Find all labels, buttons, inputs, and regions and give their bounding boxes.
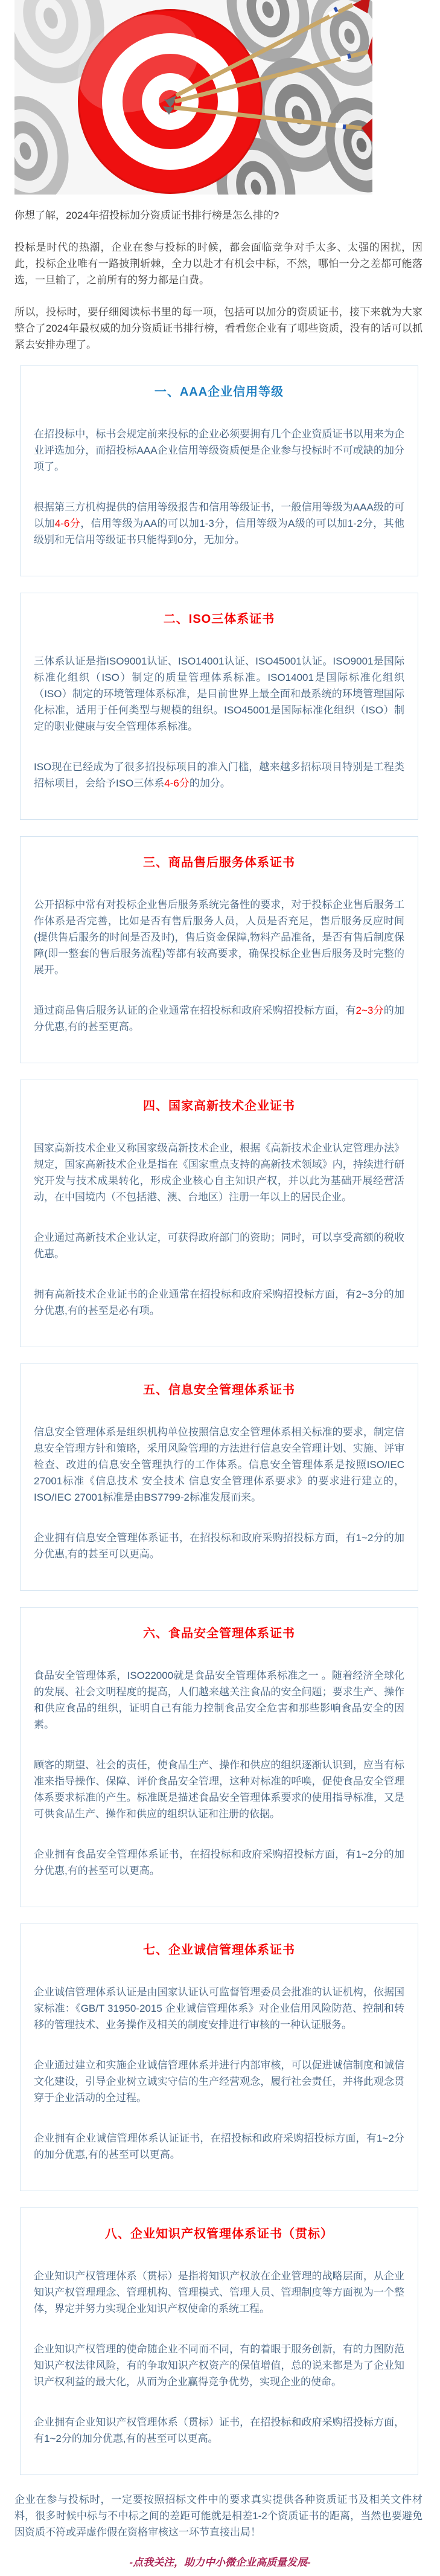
section-title: 八、企业知识产权管理体系证书（贯标） xyxy=(105,2227,333,2241)
section-title: 二、ISO三体系证书 xyxy=(163,613,275,626)
intro-paragraph: 投标是时代的热潮，企业在参与投标的时候，都会面临竞争对手太多、太强的困扰，因此，投标企业唯有一路披荆斩棘，全力以赴才有机会中标，不然，哪怕一分之差都可能落选，一旦输了，之前所有的努力都是白费。 xyxy=(14,242,422,286)
section-card-after-sales-service xyxy=(20,836,418,1063)
section-paragraph: 在招投标中，标书会规定前来投标的企业必须要拥有几个企业资质证书以用来为企业评选加分，而招投标AAA企业信用等级资质便是企业参与投标时不可或缺的加分项了。 xyxy=(34,428,404,472)
section-card-food-safety xyxy=(20,1607,418,1907)
section-paragraph: 信息安全管理体系是组织机构单位按照信息安全管理体系相关标准的要求，制定信息安全管理方针和策略，采用风险管理的方法进行信息安全管理计划、实施、评审检查、改进的信息安全管理执行的工作体系。信息安全管理体系是按照ISO/IEC 27001标准《信息技术 安全技术 信息安全管理体系要求》的要求进行建立的，ISO/IEC 27001标准是由BS7799-2标准发展而来。 xyxy=(34,1426,404,1503)
intro-paragraph: 所以，投标时，要仔细阅读标书里的每一项，包括可以加分的资质证书，接下来就为大家整合了2024年最权威的加分资质证书排行榜，看看您企业有了哪些资质，没有的话可以抓紧去安排办理了。 xyxy=(14,306,422,350)
score-highlight: 4-6分 xyxy=(164,778,190,789)
section-paragraph: 企业知识产权管理体系（贯标）是指将知识产权放在企业管理的战略层面，从企业知识产权管理理念、管理机构、管理模式、管理人员、管理制度等方面视为一个整体，界定并努力实现企业知识产权使命的系统工程。 xyxy=(34,2270,404,2314)
section-paragraph: 企业拥有企业知识产权管理体系（贯标）证书，在招投标和政府采购招投标方面，有1~2分的加分优惠,有的甚至可以更高。 xyxy=(34,2417,404,2444)
section-paragraph: 企业拥有企业诚信管理体系认证证书，在招投标和政府采购招投标方面，有1~2分的加分优惠,有的甚至可以更高。 xyxy=(34,2133,404,2160)
section-paragraph: 企业通过高新技术企业认定，可获得政府部门的资助；同时，可以享受高额的税收优惠。 xyxy=(34,1232,404,1260)
section-paragraph: 三体系认证是指ISO9001认证、ISO14001认证、ISO45001认证。ISO9001是国际标准化组织（ISO）制定的质量管理体系标准。ISO14001是国际标准化组织（ISO）制定的环境管理体系标准，是目前世界上最全面和最系统的环境管理国际化标准，适用于任何类型与规模的组织。ISO45001是国际标准化组织（ISO）制定的职业健康与安全管理体系标准。 xyxy=(34,655,404,732)
section-paragraph: 通过商品售后服务认证的企业通常在招投标和政府采购招投标方面，有2~3分的加分优惠,有的甚至更高。 xyxy=(34,1005,405,1032)
section-paragraph: 公开招标中常有对投标企业售后服务系统完备性的要求，对于投标企业售后服务工作体系是否完善，比如是否有售后服务人员，人员是否充足，售后服务反应时间(提供售后服务的时间是否及时)，售后资金保障,物料产品准备，是否有售后制度保障(即一整套的售后服务流程)等都有较高要求，确保投标企业售后服务及时完整的展开。 xyxy=(34,899,404,976)
section-card-high-tech-enterprise xyxy=(20,1080,418,1347)
section-card-iso-three-systems xyxy=(20,593,418,820)
section-paragraph: 国家高新技术企业又称国家级高新技术企业，根据《高新技术企业认定管理办法》规定，国家高新技术企业是指在《国家重点支持的高新技术领域》内，持续进行研究开发与技术成果转化，形成企业核心自主知识产权，并以此为基础开展经营活动，在中国境内（不包括港、澳、台地区）注册一年以上的居民企业。 xyxy=(34,1142,404,1203)
outro-paragraph: 企业在参与投标时，一定要按照招标文件中的要求真实提供各种资质证书及相关文件材料，很多时候中标与不中标之间的差距可能就是相差1-2个资质证书的距离，当然也要避免因资质不符或弄虚作假在资格审核这一环节直接出局！ xyxy=(14,2494,422,2538)
section-title: 七、企业诚信管理体系证书 xyxy=(143,1943,295,1957)
follow-cta[interactable]: -点我关注，助力中小微企业高质量发展- xyxy=(129,2557,311,2568)
section-title: 一、AAA企业信用等级 xyxy=(154,385,284,399)
section-paragraph: 食品安全管理体系，ISO22000就是食品安全管理体系标准之一 。随着经济全球化的发展、社会文明程度的提高，人们越来越关注食品的安全问题；要求生产、操作和供应食品的组织，证明自己有能力控制食品安全危害和那些影响食品安全的因素。 xyxy=(34,1670,404,1730)
section-paragraph: 根据第三方机构提供的信用等级报告和信用等级证书，一般信用等级为AAA级的可以加4-6分，信用等级为AA的可以加1-3分，信用等级为A级的可以加1-2分，其他级别和无信用等级证书只能得到0分，无加分。 xyxy=(34,501,405,546)
section-paragraph: 企业知识产权管理的使命随企业不同而不同，有的着眼于服务创新，有的力图防范知识产权法律风险，有的争取知识产权资产的保值增值，总的说来都是为了企业知识产权利益的最大化，从而为企业赢得竞争优势，实现企业的使命。 xyxy=(34,2343,404,2388)
section-title: 六、食品安全管理体系证书 xyxy=(143,1627,295,1640)
hero-image xyxy=(14,0,372,195)
section-paragraph: 企业拥有信息安全管理体系证书，在招投标和政府采购招投标方面，有1~2分的加分优惠,有的甚至可以更高。 xyxy=(34,1532,404,1560)
section-card-info-security xyxy=(20,1364,418,1591)
intro-question: 你想了解，2024年招投标加分资质证书排行榜是怎么排的? xyxy=(14,210,279,221)
score-highlight: 4-6分 xyxy=(54,518,81,529)
section-paragraph: 企业通过建立和实施企业诚信管理体系并进行内部审核，可以促进诚信制度和诚信文化建设，引导企业树立诚实守信的生产经营观念，履行社会责任，并将此观念贯穿于企业活动的全过程。 xyxy=(34,2059,404,2104)
sections-container xyxy=(0,365,440,2475)
section-title: 五、信息安全管理体系证书 xyxy=(143,1383,295,1397)
section-card-enterprise-integrity xyxy=(20,1924,418,2191)
section-card-aaa-credit-rating xyxy=(20,365,418,576)
score-highlight: 2~3分 xyxy=(356,1005,384,1016)
section-paragraph: 企业拥有食品安全管理体系证书，在招投标和政府采购招投标方面，有1~2分的加分优惠,有的甚至可以更高。 xyxy=(34,1849,404,1876)
section-title: 四、国家高新技术企业证书 xyxy=(143,1100,295,1113)
section-card-intellectual-property xyxy=(20,2207,418,2475)
section-paragraph: 拥有高新技术企业证书的企业通常在招投标和政府采购招投标方面，有2~3分的加分优惠,有的甚至是必有项。 xyxy=(34,1289,404,1316)
section-title: 三、商品售后服务体系证书 xyxy=(143,856,295,869)
section-paragraph: 企业诚信管理体系认证是由国家认证认可监督管理委员会批准的认证机构，依据国家标准：《GB/T 31950-2015 企业诚信管理体系》对企业信用风险防范、控制和转移的管理技术、业务操作及相关的制度安排进行审核的一种认证服务。 xyxy=(34,1986,404,2030)
section-paragraph: ISO现在已经成为了很多招投标项目的准入门槛，越来越多招标项目特别是工程类招标项目，会给予ISO三体系4-6分的加分。 xyxy=(34,761,404,789)
section-paragraph: 顾客的期望、社会的责任，使食品生产、操作和供应的组织逐渐认识到，应当有标准来指导操作、保障、评价食品安全管理，这种对标准的呼唤，促使食品安全管理体系要求标准的产生。标准既是描述食品安全管理体系要求的使用指导标准，又是可供食品生产、操作和供应的组织认证和注册的依据。 xyxy=(34,1759,404,1820)
